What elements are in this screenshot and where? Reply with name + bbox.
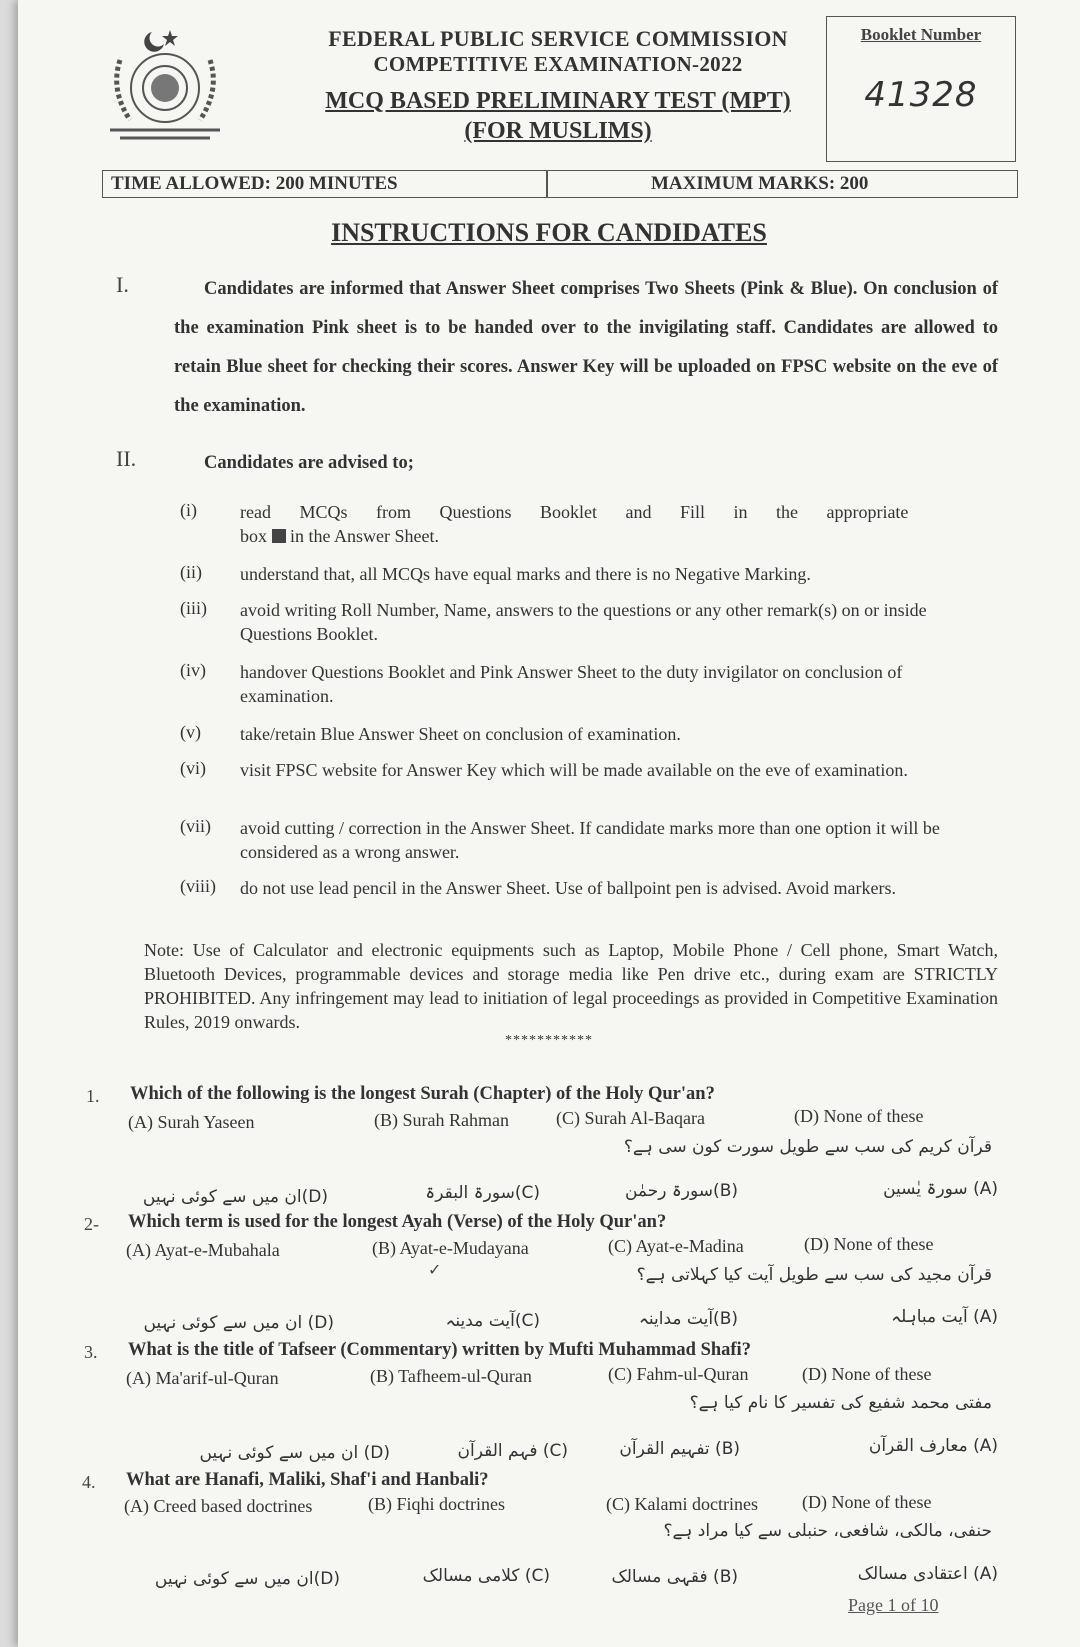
option-c: (C) Kalami doctrines [606, 1494, 758, 1514]
option-b: (B) Surah Rahman [374, 1110, 509, 1130]
item-text: understand that, all MCQs have equal marks and there is no Negative Marking. [240, 564, 811, 584]
header-exam: COMPETITIVE EXAMINATION-2022 [373, 52, 743, 76]
option-a: (A) Creed based doctrines [124, 1496, 313, 1516]
urdu-option-d: (D)ان میں سے کوئی نہیں [154, 1569, 340, 1589]
booklet-number-box [826, 16, 1016, 162]
question-text: Which of the following is the longest Surah (Chapter) of the Holy Qur'an? [130, 1084, 715, 1104]
urdu-option-a: (A) سورۃ یٰسین [883, 1179, 998, 1199]
note-label: Note: [144, 940, 184, 960]
urdu-option-a: (A) آیت مباہلہ [891, 1307, 998, 1327]
urdu-option-c: (C)سورۃ البقرۃ [425, 1183, 540, 1203]
urdu-question: قرآن مجید کی سب سے طویل آیت کیا کہلاتی ہے؟ [636, 1265, 992, 1285]
option-c: (C) Surah Al-Baqara [556, 1108, 705, 1128]
item-i-line-a: read MCQs from Questions Booklet and Fill in the appropriate [240, 502, 909, 522]
item-number: (vii) [180, 816, 211, 836]
item-text: take/retain Blue Answer Sheet on conclusion of examination. [240, 724, 681, 744]
exam-page [18, 0, 1080, 1647]
urdu-option-a: (A) اعتقادی مسالک [857, 1564, 998, 1584]
time-allowed: TIME ALLOWED: 200 MINUTES [111, 173, 398, 194]
question-text: What are Hanafi, Maliki, Shaf'i and Hanbali? [126, 1470, 489, 1490]
item-number: (i) [180, 500, 197, 520]
note-text: Use of Calculator and electronic equipments such as Laptop, Mobile Phone / Cell phone, Smart Watch, Bluetooth Devices, programmable devices and storage media like Pen drive etc., during exam are STRICTLY PROHIBITED. Any infringement may lead to initiation of legal proceedings as provided in Competitive Examination Rules, 2019 onwards. [144, 940, 998, 1032]
maximum-marks: MAXIMUM MARKS: 200 [651, 173, 869, 194]
item-number: (v) [180, 722, 201, 742]
item-number: (viii) [180, 876, 216, 896]
urdu-option-b: (B) فقہی مسالک [611, 1567, 738, 1587]
option-c: (C) Fahm-ul-Quran [608, 1364, 749, 1384]
question-text: Which term is used for the longest Ayah (Verse) of the Holy Qur'an? [128, 1212, 667, 1232]
question-number: 4. [82, 1472, 96, 1492]
item-i-box-word: box [240, 526, 267, 546]
filled-box-icon [272, 529, 286, 543]
time-marks-divider [546, 171, 548, 197]
instructions-title: INSTRUCTIONS FOR CANDIDATES [331, 218, 767, 247]
item-number: (ii) [180, 562, 202, 582]
booklet-number-value: 41328 [864, 75, 978, 115]
option-d: (D) None of these [794, 1106, 924, 1126]
header-for-muslims: (FOR MUSLIMS) [464, 118, 652, 144]
option-c: (C) Ayat-e-Madina [608, 1236, 744, 1256]
urdu-option-b: (B)سورۃ رحمٰن [624, 1181, 738, 1201]
option-d: (D) None of these [802, 1364, 932, 1384]
item-text: visit FPSC website for Answer Key which will be made available on the eve of examination. [240, 760, 908, 780]
question-number: 2- [84, 1214, 99, 1234]
item-text: avoid writing Roll Number, Name, answers to the questions or any other remark(s) on or inside Questions Booklet. [240, 600, 927, 644]
question-number: 3. [84, 1342, 98, 1362]
urdu-question: مفتی محمد شفیع کی تفسیر کا نام کیا ہے؟ [689, 1393, 992, 1413]
booklet-number-label: Booklet Number [860, 25, 982, 44]
page-footer: Page 1 of 10 [848, 1595, 939, 1615]
header-commission: FEDERAL PUBLIC SERVICE COMMISSION [328, 26, 788, 51]
option-a: (A) Ayat-e-Mubahala [126, 1240, 280, 1260]
question-text: What is the title of Tafseer (Commentary) written by Mufti Muhammad Shafi? [128, 1340, 751, 1360]
option-d: (D) None of these [804, 1234, 934, 1254]
item-text: do not use lead pencil in the Answer Sheet. Use of ballpoint pen is advised. Avoid markers. [240, 878, 897, 898]
urdu-question: حنفی، مالکی، شافعی، حنبلی سے کیا مراد ہے؟ [663, 1521, 992, 1541]
question-number: 1. [86, 1086, 100, 1106]
urdu-option-d: (D)ان میں سے کوئی نہیں [142, 1187, 328, 1207]
item-number: (iii) [180, 598, 207, 618]
urdu-option-a: (A) معارف القرآن [868, 1436, 998, 1456]
option-b: (B) Tafheem-ul-Quran [370, 1366, 532, 1386]
section-2-numeral: II. [116, 446, 137, 471]
section-2-intro: Candidates are advised to; [204, 453, 414, 473]
urdu-option-c: (C) فہم القرآن [457, 1441, 568, 1461]
option-d: (D) None of these [802, 1492, 932, 1512]
option-b: (B) Ayat-e-Mudayana [372, 1238, 529, 1258]
option-a: (A) Ma'arif-ul-Quran [126, 1368, 279, 1388]
urdu-option-d: (D) ان میں سے کوئی نہیں [199, 1443, 390, 1463]
time-marks-bar [102, 170, 1018, 198]
urdu-option-d: (D) ان میں سے کوئی نہیں [143, 1313, 334, 1333]
option-a: (A) Surah Yaseen [128, 1112, 255, 1132]
urdu-option-c: (C)آیت مدینہ [445, 1311, 540, 1331]
urdu-option-b: (B)آیت مداینہ [638, 1309, 738, 1329]
section-1-text: Candidates are informed that Answer Sheet comprises Two Sheets (Pink & Blue). On conclusion of the examination Pink sheet is to be handed over to the invigilating staff. Candidates are allowed to retain Blue sheet for checking their scores. Answer Key will be uploaded on FPSC website on the eve of the examination. [174, 279, 998, 416]
option-b: (B) Fiqhi doctrines [368, 1494, 505, 1514]
urdu-question: قرآن کریم کی سب سے طویل سورت کون سی ہے؟ [623, 1137, 992, 1157]
item-i-second-line [240, 524, 998, 548]
item-number: (iv) [180, 660, 206, 680]
checkmark-icon: ✓ [428, 1260, 442, 1279]
item-text: avoid cutting / correction in the Answer Sheet. If candidate marks more than one option it will be considered as a wrong answer. [240, 818, 940, 862]
fpsc-emblem-logo [90, 20, 240, 150]
header-test-name: MCQ BASED PRELIMINARY TEST (MPT) [325, 88, 791, 114]
note-block [144, 938, 998, 1034]
section-1-numeral: I. [116, 272, 129, 297]
urdu-option-c: (C) کلامی مسالک [422, 1566, 550, 1586]
item-i-first-line [240, 500, 998, 524]
item-number: (vi) [180, 758, 206, 778]
separator-stars: *********** [505, 1033, 593, 1048]
urdu-option-b: (B) تفہیم القرآن [619, 1439, 740, 1459]
item-text [240, 500, 998, 548]
item-text: handover Questions Booklet and Pink Answer Sheet to the duty invigilator on conclusion of examination. [240, 662, 903, 706]
item-i-line-c: in the Answer Sheet. [290, 526, 439, 546]
